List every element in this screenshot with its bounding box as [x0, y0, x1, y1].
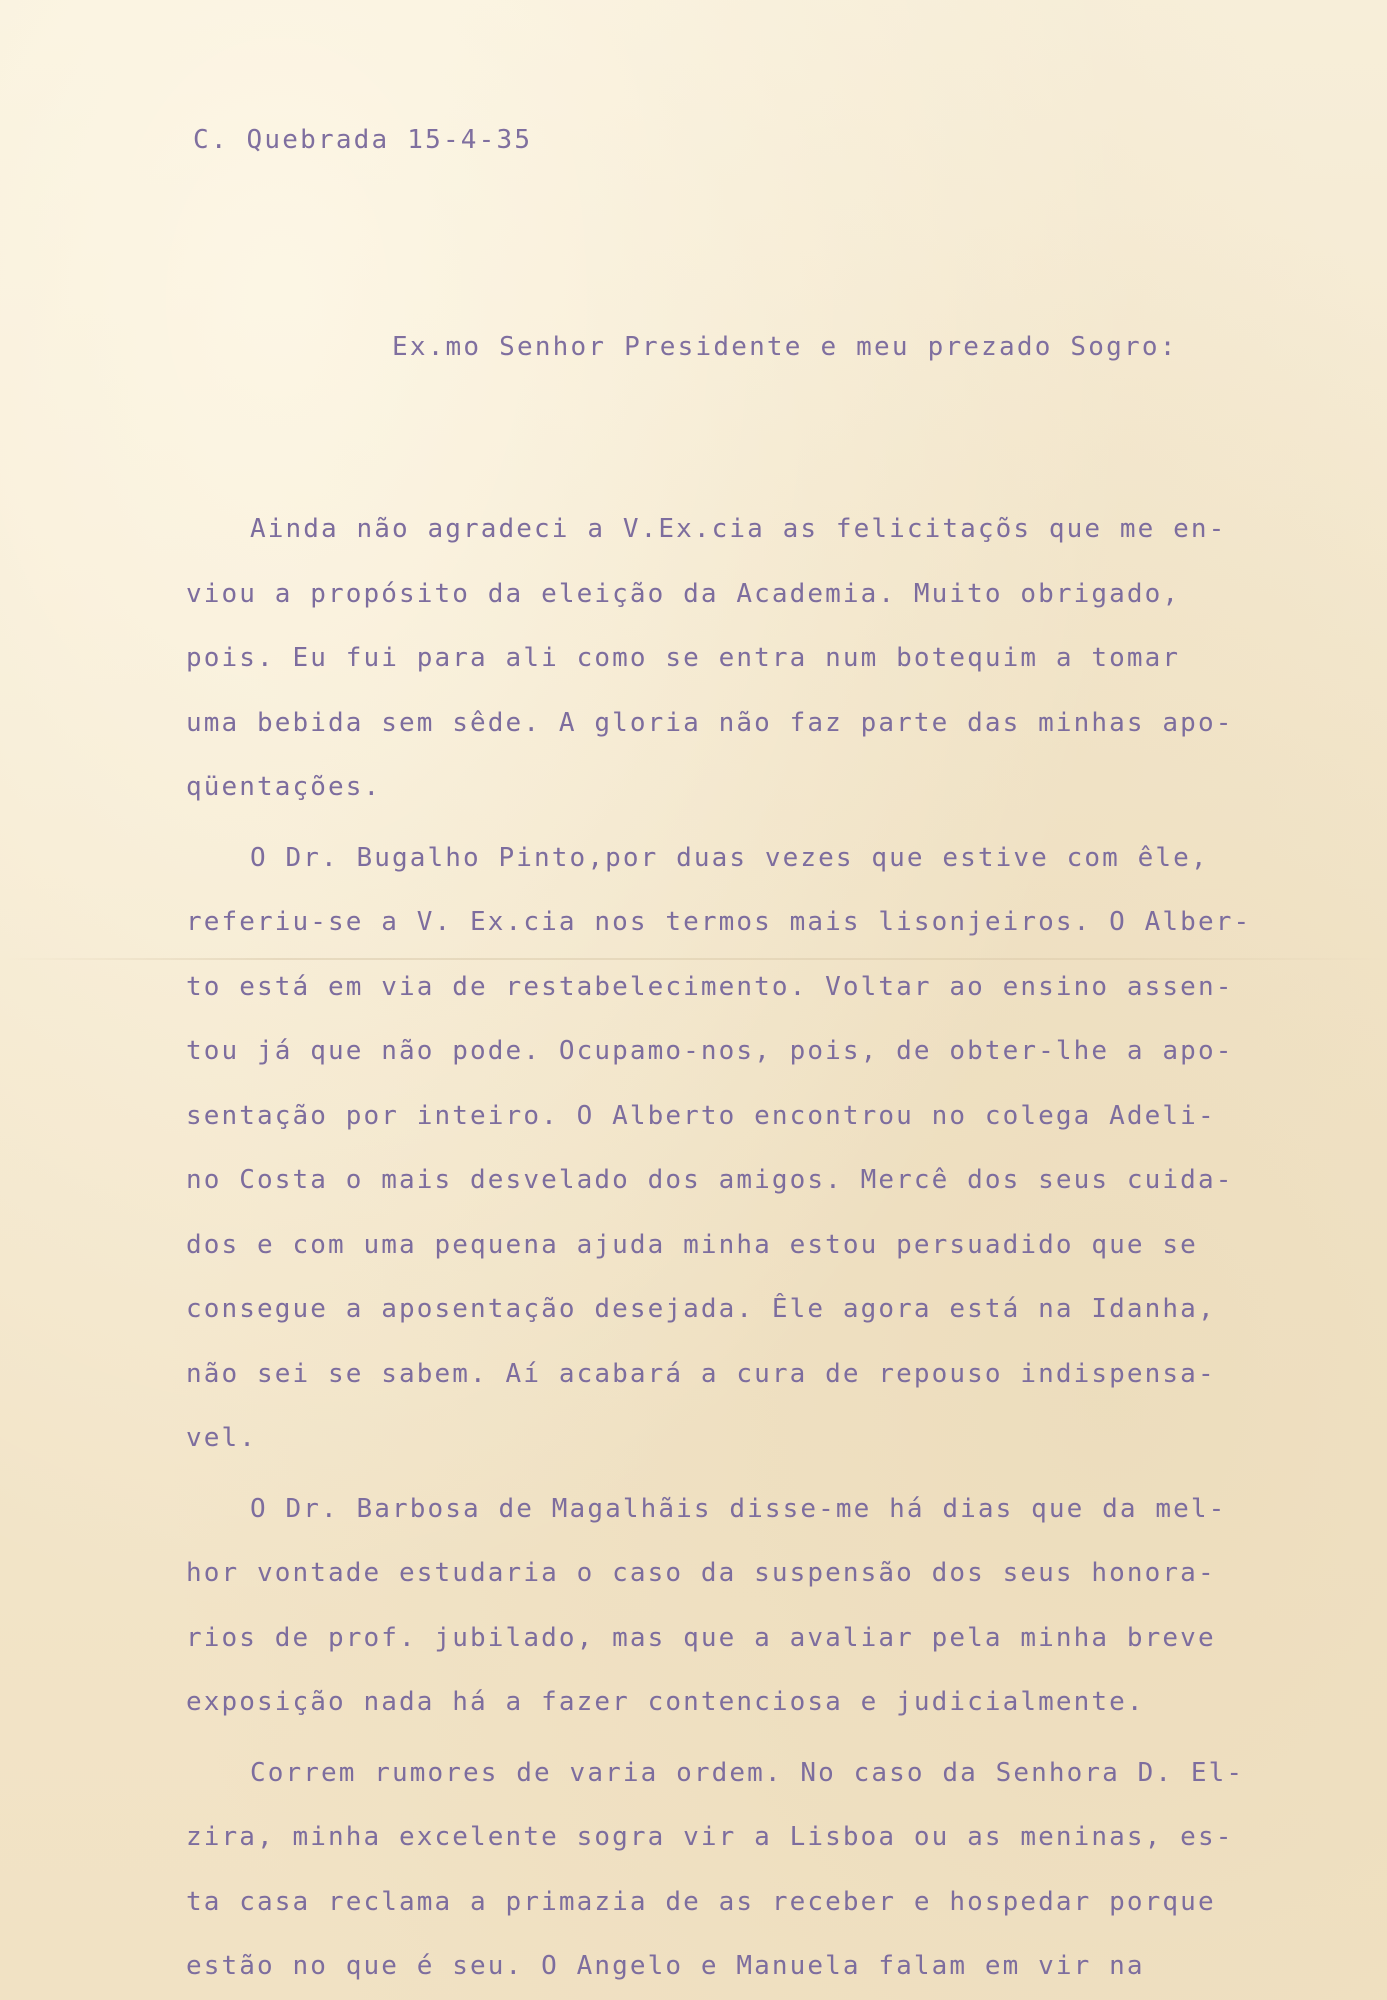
body-line: hor vontade estudaria o caso da suspensão dos seus honora-: [186, 1558, 1216, 1588]
body-line: to está em via de restabelecimento. Voltar ao ensino assen-: [186, 971, 1234, 1002]
body-line: sentação por inteiro. O Alberto encontrou no colega Adeli-: [186, 1100, 1216, 1131]
body-line: não sei se sabem. Aí acabará a cura de repouso indispensa-: [186, 1358, 1216, 1389]
body-line: Ainda não agradeci a V.Ex.cia as felicitaçõs que me en-: [250, 514, 1227, 544]
body-line: O Dr. Barbosa de Magalhãis disse-me há dias que da mel-: [250, 1493, 1227, 1524]
body-line: rios de prof. jubilado, mas que a avaliar pela minha breve: [186, 1622, 1216, 1653]
body-line: referiu-se a V. Ex.cia nos termos mais lisonjeiros. O Alber-: [186, 907, 1252, 937]
body-line: exposição nada há a fazer contenciosa e judicialmente.: [186, 1687, 1145, 1717]
body-line: estão no que é seu. O Angelo e Manuela falam em vir na: [186, 1951, 1145, 1981]
body-line: viou a propósito da eleição da Academia. Muito obrigado,: [186, 578, 1181, 609]
letter-body: [186, 497, 1346, 1999]
body-line: O Dr. Bugalho Pinto,por duas vezes que estive com êle,: [250, 842, 1209, 873]
body-line: vel.: [186, 1423, 258, 1453]
body-line: dos e com uma pequena ajuda minha estou persuadido que se: [186, 1229, 1198, 1260]
salutation: Ex.mo Senhor Presidente e meu prezado Sogro:: [392, 332, 1178, 362]
body-line: zira, minha excelente sogra vir a Lisboa ou as meninas, es-: [186, 1822, 1234, 1852]
body-line: consegue a aposentação desejada. Êle agora está na Idanha,: [186, 1294, 1216, 1324]
body-line: Correm rumores de varia ordem. No caso da Senhora D. El-: [250, 1757, 1245, 1788]
body-line: no Costa o mais desvelado dos amigos. Mercê dos seus cuida-: [186, 1165, 1234, 1195]
body-line: uma bebida sem sêde. A gloria não faz parte das minhas apo-: [186, 707, 1234, 738]
body-line: tou já que não pode. Ocupamo-nos, pois, de obter-lhe a apo-: [186, 1036, 1234, 1066]
body-line: qüentações.: [186, 772, 382, 802]
body-line: ta casa reclama a primazia de as receber e hospedar porque: [186, 1886, 1216, 1917]
body-line: pois. Eu fui para ali como se entra num botequim a tomar: [186, 643, 1181, 673]
dateline: C. Quebrada 15-4-35: [193, 125, 533, 155]
